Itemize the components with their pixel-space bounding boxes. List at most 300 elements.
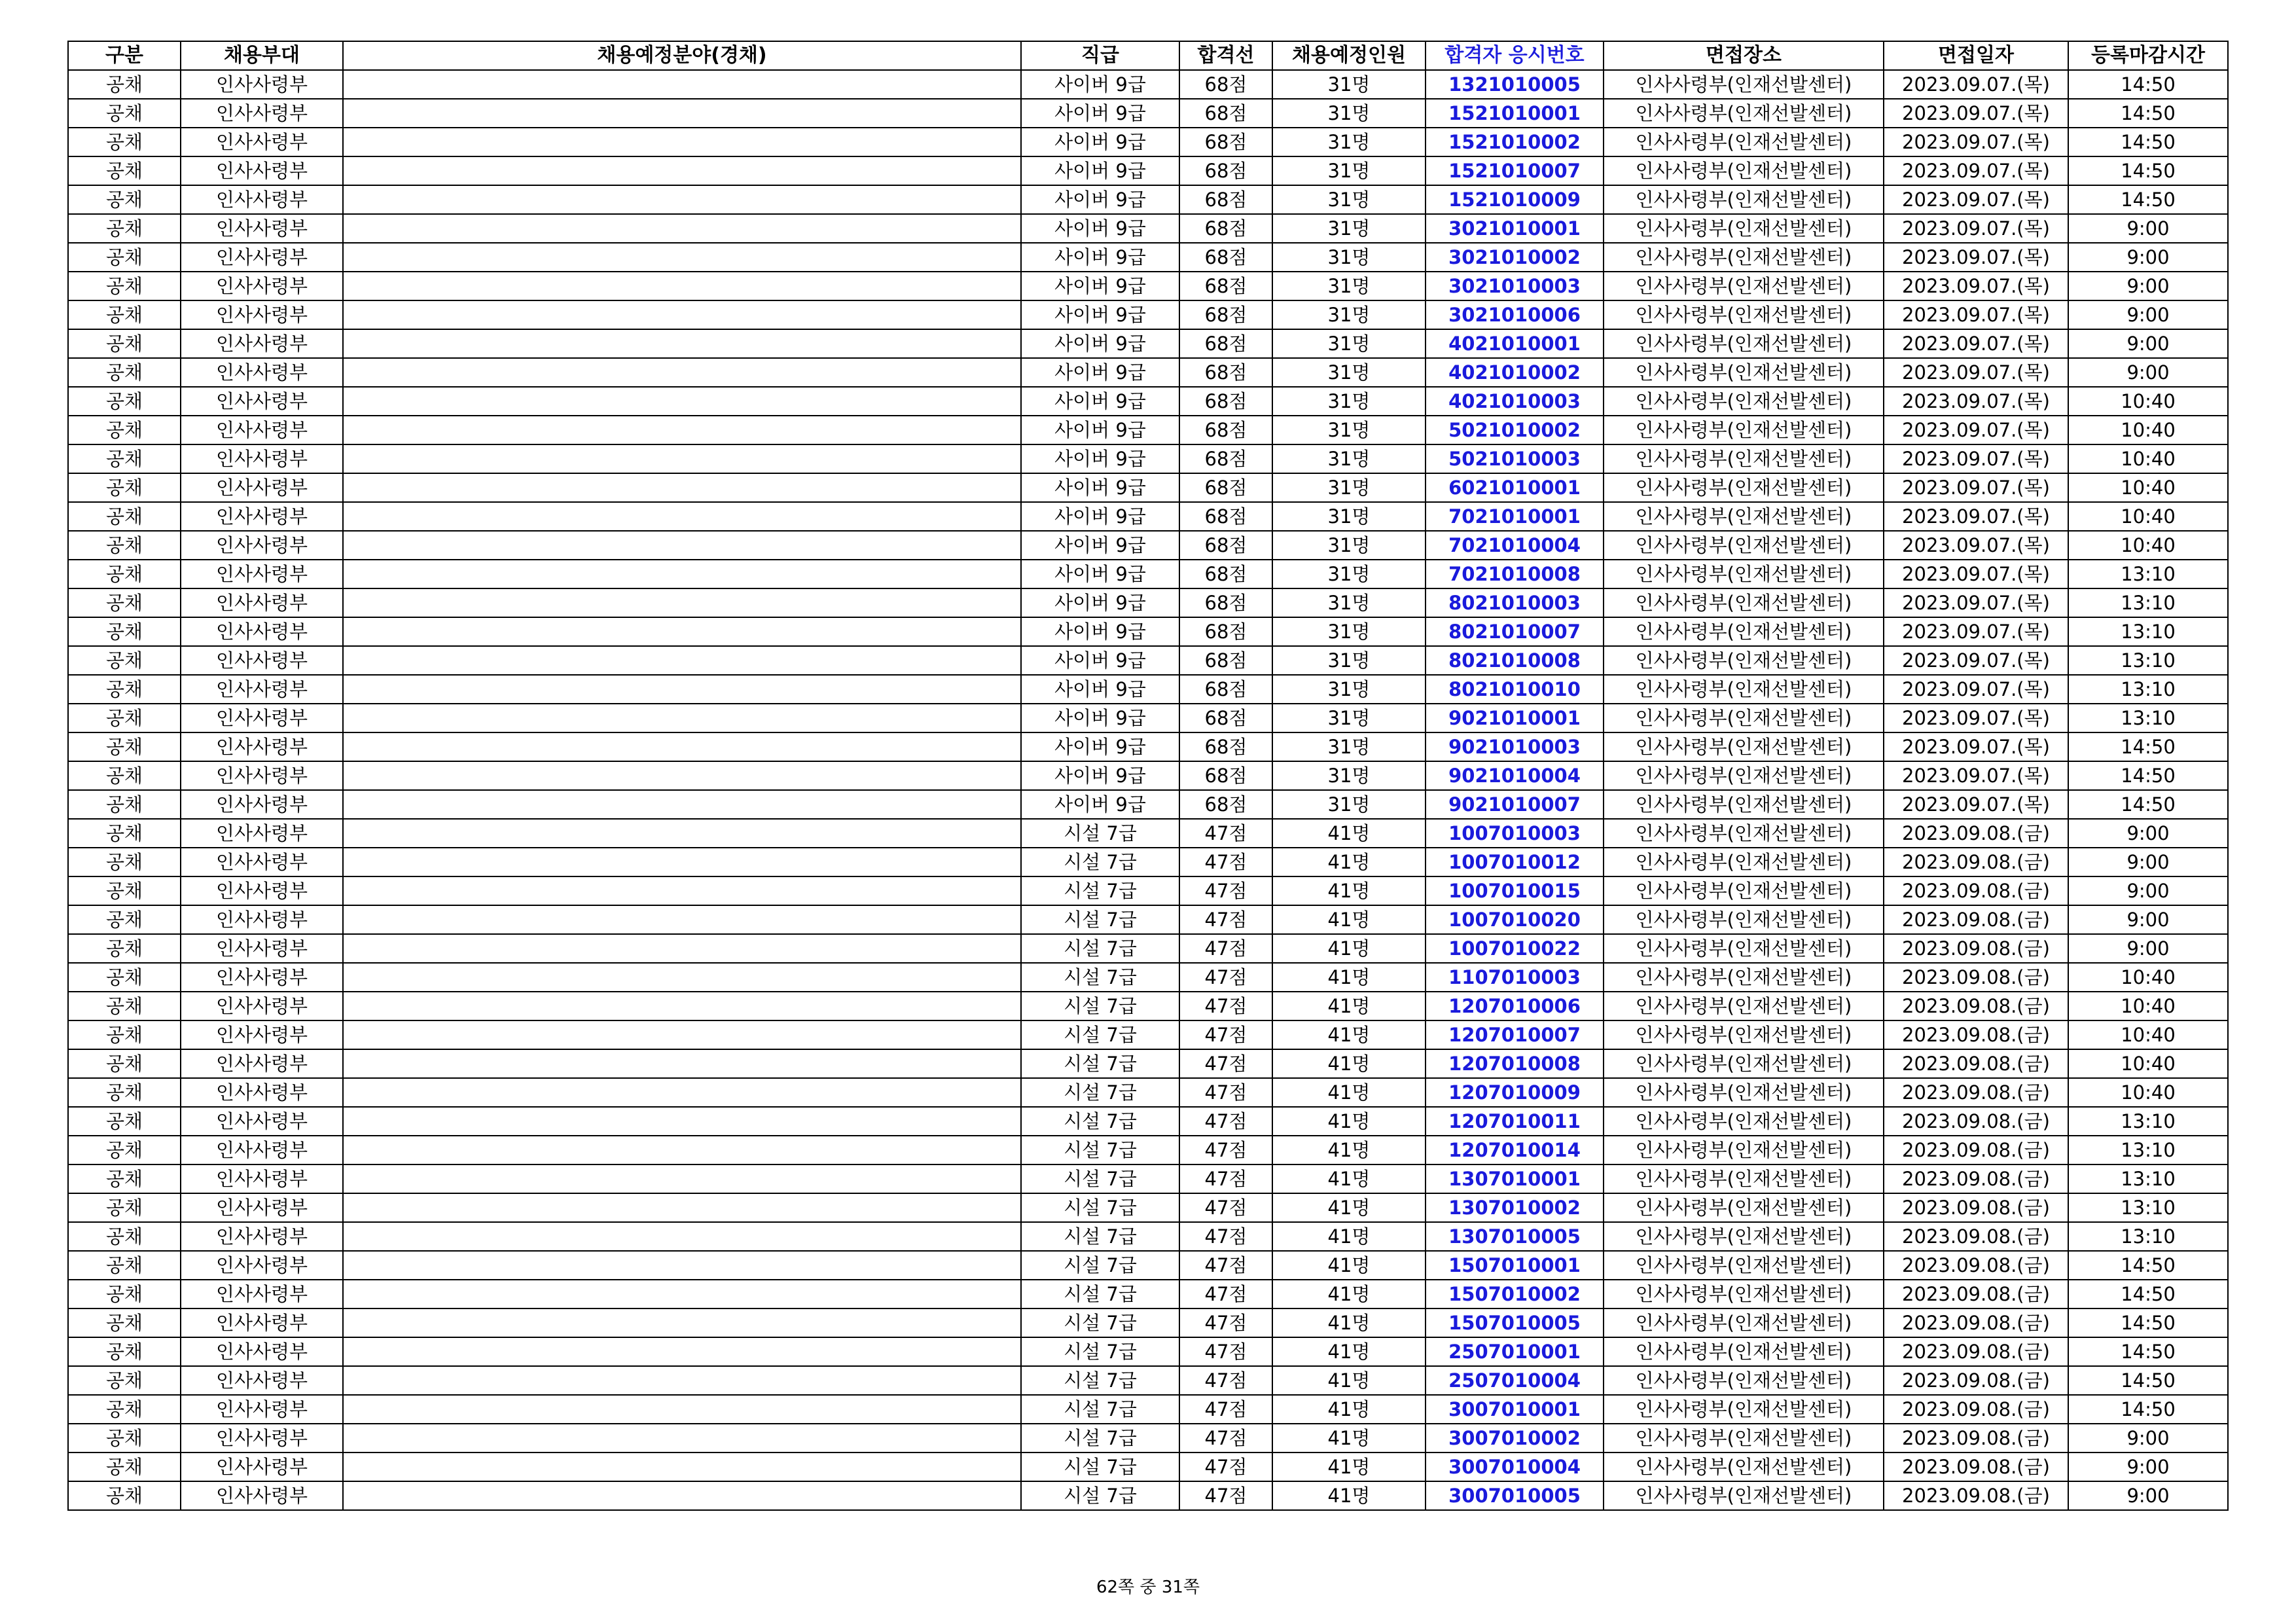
cell-registration-deadline: 14:50 (2068, 70, 2228, 99)
cell-category: 공채 (68, 1020, 181, 1049)
cell-headcount: 41명 (1272, 963, 1426, 992)
cell-category: 공채 (68, 214, 181, 243)
cell-unit: 인사사령부 (181, 1481, 343, 1510)
cell-grade: 사이버 9급 (1021, 732, 1179, 761)
cell-registration-deadline: 14:50 (2068, 732, 2228, 761)
cell-cutoff: 68점 (1179, 531, 1272, 560)
cell-registration-deadline: 13:10 (2068, 560, 2228, 588)
cell-registration-deadline: 14:50 (2068, 790, 2228, 819)
cell-registration-deadline: 9:00 (2068, 358, 2228, 387)
cell-grade: 사이버 9급 (1021, 272, 1179, 300)
cell-unit: 인사사령부 (181, 1049, 343, 1078)
cell-grade: 사이버 9급 (1021, 617, 1179, 646)
cell-unit: 인사사령부 (181, 300, 343, 329)
header-registration-deadline: 등록마감시간 (2068, 41, 2228, 70)
cell-interview-place: 인사사령부(인재선발센터) (1604, 819, 1884, 848)
cell-applicant-number: 5021010002 (1426, 416, 1604, 444)
cell-unit: 인사사령부 (181, 848, 343, 876)
cell-unit: 인사사령부 (181, 329, 343, 358)
table-row (68, 1222, 2228, 1251)
cell-field (343, 1136, 1021, 1164)
cell-registration-deadline: 13:10 (2068, 1164, 2228, 1193)
cell-registration-deadline: 10:40 (2068, 1020, 2228, 1049)
table-row (68, 675, 2228, 704)
cell-interview-place: 인사사령부(인재선발센터) (1604, 704, 1884, 732)
cell-registration-deadline: 13:10 (2068, 617, 2228, 646)
cell-category: 공채 (68, 934, 181, 963)
table-row (68, 992, 2228, 1020)
cell-interview-date: 2023.09.08.(금) (1884, 1424, 2068, 1453)
cell-interview-place: 인사사령부(인재선발센터) (1604, 243, 1884, 272)
cell-category: 공채 (68, 444, 181, 473)
cell-unit: 인사사령부 (181, 1020, 343, 1049)
cell-interview-place: 인사사령부(인재선발센터) (1604, 1251, 1884, 1280)
cell-interview-place: 인사사령부(인재선발센터) (1604, 99, 1884, 128)
cell-field (343, 704, 1021, 732)
cell-cutoff: 47점 (1179, 905, 1272, 934)
cell-applicant-number: 1207010006 (1426, 992, 1604, 1020)
cell-cutoff: 47점 (1179, 1193, 1272, 1222)
cell-interview-date: 2023.09.07.(목) (1884, 560, 2068, 588)
cell-interview-date: 2023.09.07.(목) (1884, 473, 2068, 502)
cell-unit: 인사사령부 (181, 358, 343, 387)
cell-registration-deadline: 9:00 (2068, 1453, 2228, 1481)
cell-interview-date: 2023.09.08.(금) (1884, 992, 2068, 1020)
header-applicant-number: 합격자 응시번호 (1426, 41, 1604, 70)
cell-cutoff: 68점 (1179, 646, 1272, 675)
cell-cutoff: 68점 (1179, 473, 1272, 502)
cell-cutoff: 47점 (1179, 1395, 1272, 1424)
cell-field (343, 617, 1021, 646)
cell-field (343, 1020, 1021, 1049)
cell-interview-place: 인사사령부(인재선발센터) (1604, 934, 1884, 963)
cell-headcount: 41명 (1272, 1020, 1426, 1049)
table-row (68, 1337, 2228, 1366)
cell-registration-deadline: 9:00 (2068, 300, 2228, 329)
cell-grade: 시설 7급 (1021, 1049, 1179, 1078)
cell-interview-place: 인사사령부(인재선발센터) (1604, 675, 1884, 704)
cell-interview-place: 인사사령부(인재선발센터) (1604, 1193, 1884, 1222)
cell-unit: 인사사령부 (181, 185, 343, 214)
cell-category: 공채 (68, 905, 181, 934)
cell-grade: 시설 7급 (1021, 876, 1179, 905)
cell-interview-place: 인사사령부(인재선발센터) (1604, 1222, 1884, 1251)
cell-category: 공채 (68, 1337, 181, 1366)
table-row (68, 358, 2228, 387)
cell-headcount: 41명 (1272, 934, 1426, 963)
cell-cutoff: 47점 (1179, 1453, 1272, 1481)
cell-interview-date: 2023.09.08.(금) (1884, 876, 2068, 905)
cell-headcount: 31명 (1272, 704, 1426, 732)
cell-interview-place: 인사사령부(인재선발센터) (1604, 1453, 1884, 1481)
cell-grade: 사이버 9급 (1021, 128, 1179, 156)
cell-category: 공채 (68, 473, 181, 502)
cell-unit: 인사사령부 (181, 1308, 343, 1337)
cell-interview-place: 인사사령부(인재선발센터) (1604, 560, 1884, 588)
cell-unit: 인사사령부 (181, 1366, 343, 1395)
cell-applicant-number: 7021010001 (1426, 502, 1604, 531)
cell-interview-date: 2023.09.08.(금) (1884, 1020, 2068, 1049)
cell-cutoff: 47점 (1179, 819, 1272, 848)
table-row (68, 848, 2228, 876)
cell-unit: 인사사령부 (181, 819, 343, 848)
cell-interview-date: 2023.09.07.(목) (1884, 444, 2068, 473)
cell-interview-place: 인사사령부(인재선발센터) (1604, 963, 1884, 992)
table-row (68, 272, 2228, 300)
cell-unit: 인사사령부 (181, 243, 343, 272)
cell-headcount: 31명 (1272, 358, 1426, 387)
cell-registration-deadline: 10:40 (2068, 1078, 2228, 1107)
cell-grade: 시설 7급 (1021, 1453, 1179, 1481)
cell-headcount: 31명 (1272, 272, 1426, 300)
cell-registration-deadline: 14:50 (2068, 1366, 2228, 1395)
cell-registration-deadline: 14:50 (2068, 1280, 2228, 1308)
cell-interview-date: 2023.09.08.(금) (1884, 1222, 2068, 1251)
cell-category: 공채 (68, 1107, 181, 1136)
cell-headcount: 41명 (1272, 905, 1426, 934)
cell-unit: 인사사령부 (181, 1193, 343, 1222)
cell-cutoff: 68점 (1179, 761, 1272, 790)
cell-category: 공채 (68, 646, 181, 675)
cell-cutoff: 68점 (1179, 444, 1272, 473)
cell-registration-deadline: 9:00 (2068, 1424, 2228, 1453)
cell-grade: 사이버 9급 (1021, 329, 1179, 358)
cell-interview-date: 2023.09.07.(목) (1884, 214, 2068, 243)
cell-interview-place: 인사사령부(인재선발센터) (1604, 272, 1884, 300)
cell-applicant-number: 3021010006 (1426, 300, 1604, 329)
cell-interview-date: 2023.09.08.(금) (1884, 1308, 2068, 1337)
cell-grade: 시설 7급 (1021, 819, 1179, 848)
cell-category: 공채 (68, 1049, 181, 1078)
header-unit: 채용부대 (181, 41, 343, 70)
cell-field (343, 1078, 1021, 1107)
cell-interview-date: 2023.09.08.(금) (1884, 1453, 2068, 1481)
cell-cutoff: 47점 (1179, 1020, 1272, 1049)
cell-field (343, 185, 1021, 214)
cell-unit: 인사사령부 (181, 1337, 343, 1366)
cell-field (343, 1164, 1021, 1193)
cell-field (343, 675, 1021, 704)
cell-interview-date: 2023.09.08.(금) (1884, 819, 2068, 848)
cell-registration-deadline: 10:40 (2068, 416, 2228, 444)
cell-applicant-number: 5021010003 (1426, 444, 1604, 473)
table-row (68, 329, 2228, 358)
cell-unit: 인사사령부 (181, 646, 343, 675)
cell-applicant-number: 1521010007 (1426, 156, 1604, 185)
cell-headcount: 31명 (1272, 761, 1426, 790)
cell-category: 공채 (68, 502, 181, 531)
cell-unit: 인사사령부 (181, 876, 343, 905)
cell-field (343, 876, 1021, 905)
cell-unit: 인사사령부 (181, 444, 343, 473)
cell-applicant-number: 4021010001 (1426, 329, 1604, 358)
cell-field (343, 214, 1021, 243)
cell-cutoff: 68점 (1179, 243, 1272, 272)
cell-cutoff: 68점 (1179, 99, 1272, 128)
cell-headcount: 41명 (1272, 1049, 1426, 1078)
cell-interview-date: 2023.09.08.(금) (1884, 1395, 2068, 1424)
header-cutoff: 합격선 (1179, 41, 1272, 70)
table-row (68, 1078, 2228, 1107)
cell-registration-deadline: 14:50 (2068, 761, 2228, 790)
table-row (68, 387, 2228, 416)
cell-grade: 시설 7급 (1021, 1251, 1179, 1280)
cell-interview-date: 2023.09.07.(목) (1884, 329, 2068, 358)
cell-cutoff: 68점 (1179, 156, 1272, 185)
cell-unit: 인사사령부 (181, 1222, 343, 1251)
cell-headcount: 31명 (1272, 156, 1426, 185)
cell-grade: 사이버 9급 (1021, 416, 1179, 444)
cell-cutoff: 47점 (1179, 934, 1272, 963)
cell-headcount: 41명 (1272, 819, 1426, 848)
cell-registration-deadline: 10:40 (2068, 531, 2228, 560)
cell-grade: 시설 7급 (1021, 1107, 1179, 1136)
header-grade: 직급 (1021, 41, 1179, 70)
cell-grade: 시설 7급 (1021, 963, 1179, 992)
cell-interview-place: 인사사령부(인재선발센터) (1604, 761, 1884, 790)
cell-category: 공채 (68, 1078, 181, 1107)
table-row (68, 963, 2228, 992)
cell-interview-place: 인사사령부(인재선발센터) (1604, 214, 1884, 243)
cell-unit: 인사사령부 (181, 560, 343, 588)
cell-headcount: 41명 (1272, 1481, 1426, 1510)
cell-interview-place: 인사사령부(인재선발센터) (1604, 1481, 1884, 1510)
cell-headcount: 41명 (1272, 1366, 1426, 1395)
cell-category: 공채 (68, 531, 181, 560)
cell-interview-date: 2023.09.08.(금) (1884, 1136, 2068, 1164)
cell-field (343, 905, 1021, 934)
cell-registration-deadline: 14:50 (2068, 99, 2228, 128)
cell-category: 공채 (68, 272, 181, 300)
cell-headcount: 41명 (1272, 1193, 1426, 1222)
cell-registration-deadline: 10:40 (2068, 473, 2228, 502)
cell-applicant-number: 1507010002 (1426, 1280, 1604, 1308)
cell-category: 공채 (68, 387, 181, 416)
table-body (68, 70, 2228, 1510)
cell-interview-date: 2023.09.07.(목) (1884, 99, 2068, 128)
cell-cutoff: 47점 (1179, 1337, 1272, 1366)
cell-field (343, 1308, 1021, 1337)
cell-field (343, 99, 1021, 128)
cell-applicant-number: 1507010001 (1426, 1251, 1604, 1280)
cell-unit: 인사사령부 (181, 531, 343, 560)
cell-cutoff: 68점 (1179, 70, 1272, 99)
cell-interview-place: 인사사령부(인재선발센터) (1604, 444, 1884, 473)
cell-interview-place: 인사사령부(인재선발센터) (1604, 1020, 1884, 1049)
cell-cutoff: 68점 (1179, 358, 1272, 387)
results-table (67, 41, 2229, 1511)
cell-interview-place: 인사사령부(인재선발센터) (1604, 358, 1884, 387)
cell-interview-place: 인사사령부(인재선발센터) (1604, 531, 1884, 560)
cell-category: 공채 (68, 617, 181, 646)
cell-cutoff: 47점 (1179, 1424, 1272, 1453)
cell-category: 공채 (68, 329, 181, 358)
cell-interview-place: 인사사령부(인재선발센터) (1604, 790, 1884, 819)
cell-interview-place: 인사사령부(인재선발센터) (1604, 1164, 1884, 1193)
cell-headcount: 41명 (1272, 1453, 1426, 1481)
cell-category: 공채 (68, 1193, 181, 1222)
cell-interview-place: 인사사령부(인재선발센터) (1604, 1337, 1884, 1366)
cell-registration-deadline: 14:50 (2068, 185, 2228, 214)
cell-unit: 인사사령부 (181, 99, 343, 128)
cell-interview-date: 2023.09.08.(금) (1884, 1481, 2068, 1510)
cell-field (343, 1453, 1021, 1481)
table-row (68, 214, 2228, 243)
cell-grade: 시설 7급 (1021, 1337, 1179, 1366)
table-header (68, 41, 2228, 70)
cell-field (343, 1222, 1021, 1251)
cell-unit: 인사사령부 (181, 1453, 343, 1481)
cell-grade: 사이버 9급 (1021, 790, 1179, 819)
cell-registration-deadline: 9:00 (2068, 848, 2228, 876)
cell-field (343, 300, 1021, 329)
cell-field (343, 1395, 1021, 1424)
cell-headcount: 41명 (1272, 1164, 1426, 1193)
cell-unit: 인사사령부 (181, 963, 343, 992)
cell-interview-date: 2023.09.08.(금) (1884, 905, 2068, 934)
cell-unit: 인사사령부 (181, 272, 343, 300)
cell-interview-place: 인사사령부(인재선발센터) (1604, 185, 1884, 214)
cell-category: 공채 (68, 1453, 181, 1481)
cell-registration-deadline: 14:50 (2068, 156, 2228, 185)
cell-applicant-number: 8021010008 (1426, 646, 1604, 675)
cell-field (343, 1424, 1021, 1453)
cell-interview-place: 인사사령부(인재선발센터) (1604, 848, 1884, 876)
cell-applicant-number: 1521010001 (1426, 99, 1604, 128)
cell-applicant-number: 2507010004 (1426, 1366, 1604, 1395)
cell-registration-deadline: 13:10 (2068, 704, 2228, 732)
cell-field (343, 387, 1021, 416)
cell-registration-deadline: 14:50 (2068, 1251, 2228, 1280)
cell-applicant-number: 4021010003 (1426, 387, 1604, 416)
cell-cutoff: 68점 (1179, 416, 1272, 444)
cell-interview-place: 인사사령부(인재선발센터) (1604, 387, 1884, 416)
cell-applicant-number: 9021010007 (1426, 790, 1604, 819)
cell-category: 공채 (68, 358, 181, 387)
cell-interview-date: 2023.09.07.(목) (1884, 416, 2068, 444)
cell-field (343, 473, 1021, 502)
cell-unit: 인사사령부 (181, 387, 343, 416)
table-row (68, 876, 2228, 905)
table-row (68, 531, 2228, 560)
cell-interview-place: 인사사령부(인재선발센터) (1604, 300, 1884, 329)
table-row (68, 1020, 2228, 1049)
cell-cutoff: 47점 (1179, 1280, 1272, 1308)
cell-category: 공채 (68, 761, 181, 790)
cell-grade: 시설 7급 (1021, 905, 1179, 934)
cell-applicant-number: 1207010011 (1426, 1107, 1604, 1136)
cell-unit: 인사사령부 (181, 617, 343, 646)
cell-category: 공채 (68, 876, 181, 905)
cell-registration-deadline: 13:10 (2068, 646, 2228, 675)
cell-applicant-number: 4021010002 (1426, 358, 1604, 387)
cell-interview-date: 2023.09.07.(목) (1884, 272, 2068, 300)
cell-field (343, 1366, 1021, 1395)
cell-cutoff: 47점 (1179, 1078, 1272, 1107)
cell-applicant-number: 3007010005 (1426, 1481, 1604, 1510)
header-category: 구분 (68, 41, 181, 70)
cell-applicant-number: 8021010010 (1426, 675, 1604, 704)
cell-cutoff: 68점 (1179, 300, 1272, 329)
cell-category: 공채 (68, 1251, 181, 1280)
cell-headcount: 31명 (1272, 243, 1426, 272)
cell-cutoff: 47점 (1179, 963, 1272, 992)
cell-cutoff: 68점 (1179, 185, 1272, 214)
cell-registration-deadline: 9:00 (2068, 272, 2228, 300)
cell-unit: 인사사령부 (181, 1424, 343, 1453)
cell-unit: 인사사령부 (181, 992, 343, 1020)
cell-headcount: 41명 (1272, 1395, 1426, 1424)
cell-unit: 인사사령부 (181, 1164, 343, 1193)
cell-registration-deadline: 13:10 (2068, 588, 2228, 617)
cell-category: 공채 (68, 963, 181, 992)
cell-category: 공채 (68, 416, 181, 444)
cell-applicant-number: 9021010004 (1426, 761, 1604, 790)
cell-interview-date: 2023.09.08.(금) (1884, 1049, 2068, 1078)
cell-grade: 시설 7급 (1021, 1481, 1179, 1510)
cell-grade: 시설 7급 (1021, 934, 1179, 963)
cell-category: 공채 (68, 704, 181, 732)
cell-unit: 인사사령부 (181, 704, 343, 732)
cell-registration-deadline: 13:10 (2068, 1107, 2228, 1136)
cell-applicant-number: 1521010009 (1426, 185, 1604, 214)
cell-grade: 사이버 9급 (1021, 675, 1179, 704)
cell-grade: 사이버 9급 (1021, 473, 1179, 502)
cell-unit: 인사사령부 (181, 1395, 343, 1424)
cell-applicant-number: 1207010007 (1426, 1020, 1604, 1049)
cell-cutoff: 47점 (1179, 1049, 1272, 1078)
cell-unit: 인사사령부 (181, 905, 343, 934)
cell-field (343, 732, 1021, 761)
cell-field (343, 128, 1021, 156)
cell-unit: 인사사령부 (181, 416, 343, 444)
cell-interview-date: 2023.09.07.(목) (1884, 300, 2068, 329)
cell-registration-deadline: 14:50 (2068, 1308, 2228, 1337)
header-interview-date: 면접일자 (1884, 41, 2068, 70)
cell-headcount: 31명 (1272, 416, 1426, 444)
cell-registration-deadline: 9:00 (2068, 905, 2228, 934)
cell-interview-place: 인사사령부(인재선발센터) (1604, 1395, 1884, 1424)
cell-grade: 시설 7급 (1021, 1020, 1179, 1049)
cell-interview-date: 2023.09.07.(목) (1884, 156, 2068, 185)
table-row (68, 617, 2228, 646)
cell-interview-date: 2023.09.08.(금) (1884, 1251, 2068, 1280)
cell-category: 공채 (68, 1481, 181, 1510)
cell-unit: 인사사령부 (181, 1107, 343, 1136)
cell-grade: 사이버 9급 (1021, 99, 1179, 128)
cell-unit: 인사사령부 (181, 790, 343, 819)
header-interview-place: 면접장소 (1604, 41, 1884, 70)
cell-headcount: 41명 (1272, 1424, 1426, 1453)
cell-interview-date: 2023.09.07.(목) (1884, 531, 2068, 560)
cell-registration-deadline: 10:40 (2068, 444, 2228, 473)
cell-interview-place: 인사사령부(인재선발센터) (1604, 128, 1884, 156)
cell-interview-place: 인사사령부(인재선발센터) (1604, 876, 1884, 905)
cell-category: 공채 (68, 1222, 181, 1251)
page-number: 62쪽 중 31쪽 (1096, 1578, 1200, 1597)
cell-field (343, 531, 1021, 560)
cell-field (343, 156, 1021, 185)
cell-headcount: 31명 (1272, 185, 1426, 214)
cell-cutoff: 68점 (1179, 560, 1272, 588)
cell-grade: 시설 7급 (1021, 1395, 1179, 1424)
cell-cutoff: 47점 (1179, 992, 1272, 1020)
cell-interview-date: 2023.09.08.(금) (1884, 934, 2068, 963)
cell-field (343, 761, 1021, 790)
cell-field (343, 1481, 1021, 1510)
cell-unit: 인사사령부 (181, 732, 343, 761)
cell-category: 공채 (68, 675, 181, 704)
